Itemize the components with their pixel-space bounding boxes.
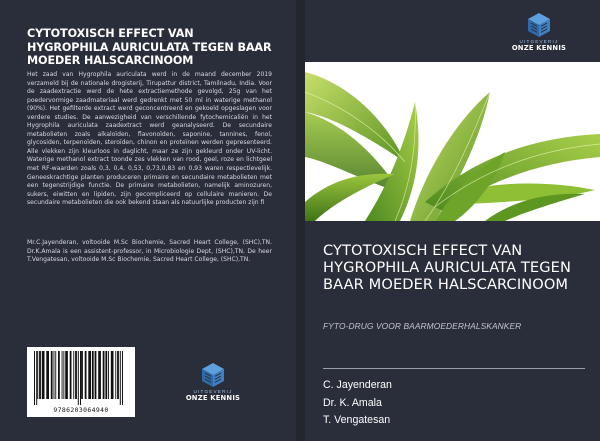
barcode-bar xyxy=(65,351,68,399)
isbn-barcode xyxy=(27,347,135,417)
cover-plant-photo xyxy=(305,62,600,221)
author-name: C. Jayenderan xyxy=(323,379,392,391)
barcode-bar xyxy=(105,351,107,399)
barcode-guard-bar xyxy=(80,351,81,405)
barcode-bar xyxy=(95,351,97,399)
barcode-bar xyxy=(37,351,38,399)
book-spine xyxy=(296,0,305,441)
publisher-cube-icon xyxy=(526,12,552,38)
barcode-bar xyxy=(88,351,91,399)
barcode-bar xyxy=(73,351,74,399)
barcode-bar xyxy=(108,351,109,399)
barcode-bar xyxy=(62,351,63,399)
back-cover-title: CYTOTOXISCH EFFECT VAN HYGROPHILA AURICULATA TEGEN BAAR MOEDER HALSCARCINOOM xyxy=(27,27,272,67)
barcode-bar xyxy=(39,351,41,399)
barcode-bar xyxy=(85,351,87,399)
barcode-bar xyxy=(92,351,94,399)
barcode-bar xyxy=(115,351,116,399)
barcode-bar xyxy=(75,351,77,399)
author-name: T. Vengatesan xyxy=(323,414,391,426)
barcode-guard-bar xyxy=(34,351,35,405)
barcode-bar xyxy=(70,351,72,399)
publisher-logo-back xyxy=(178,362,248,402)
barcode-bar xyxy=(117,351,119,399)
back-cover xyxy=(0,0,296,441)
front-cover-subtitle: FYTO-DRUG VOOR BAARMOEDERHALSKANKER xyxy=(323,321,522,331)
publisher-logo-front xyxy=(506,12,572,52)
barcode-bars xyxy=(32,351,130,405)
front-cover-authors xyxy=(323,377,392,430)
author-name: Dr. K. Amala xyxy=(323,396,382,409)
barcode-bar xyxy=(98,351,101,399)
back-cover-authors-bio: Mr.C.Jayenderan, voltooide M.Sc Biochemie, Sacred Heart College, (SHC),TN. Dr.K.Amala is een assistent-professor, in Microbiologie Dept, (SHC),TN. De heer T.Vengatesan, voltooide M.Sc Biochemie, Sacred Heart College, (SHC),TN. xyxy=(27,239,272,264)
barcode-bar xyxy=(81,351,83,399)
barcode-bar xyxy=(55,351,56,399)
barcode-bar xyxy=(111,351,114,399)
back-cover-abstract: Het zaad van Hygrophila auriculata werd in de maand december 2019 verzameld bij de nationale drogisterij, Tirupattur district, Tamilnadu, India. Voor de zaadextractie werd de hete extractiemethode gevolgd, 25g van het poedervormige zaadmateriaal werd gedrenkt met 50 ml in waterige methanol (90%). Het gefilterde extract werd geconcentreerd en gekoeld opgeslagen voor verdere studies. De aanwezigheid van verschillende fytochemicaliën in het Hygrophila auriculata zaadextract werd geanalyseerd. De secundaire metabolieten zoals alkaloïden, flavonoïden, saponine, tannines, fenol, glycosiden, terpenoïden, steroïden, chinon en proteïnen werden gepresenteerd. Alle vlekken zijn kleurloos in daglicht, maar ze zijn gekleurd onder UV-licht. Waterige methanol extract toonde zes vlekken van rood, geel, roze en lichtgeel met RF-waarden zoals 0,3, 0,4, 0,53, 0,73,0,83 en 0,93 waren respectievelijk. Geneeskrachtige planten produceren primaire en secundaire metabolieten met een tegenstrijdige functie. De primaire metabolieten, namelijk aminozuren, sukers, eiwitten en lipiden, zijn gecompliceerd op cellulaire manieren. De secundaire metabolieten die ook bekend staan als natuurlijke producten zijn fi xyxy=(27,71,272,207)
barcode-bar xyxy=(51,351,53,399)
divider-line xyxy=(323,368,585,369)
front-cover-title: CYTOTOXISCH EFFECT VAN HYGROPHILA AURICULATA TEGEN BAAR MOEDER HALSCARCINOOM xyxy=(323,242,571,294)
barcode-bar xyxy=(42,351,45,399)
publisher-name: ONZE KENNIS xyxy=(185,394,241,402)
barcode-bar xyxy=(58,351,60,399)
barcode-bar xyxy=(54,351,55,399)
barcode-guard-bar xyxy=(78,351,79,405)
barcode-bar xyxy=(46,351,49,399)
publisher-name: ONZE KENNIS xyxy=(511,44,567,52)
barcode-bar xyxy=(63,351,64,399)
plant-leaves-image xyxy=(305,62,600,221)
publisher-cube-icon xyxy=(200,362,226,388)
barcode-guard-bar xyxy=(122,351,123,405)
front-cover xyxy=(305,0,600,441)
publisher-small-label: UITGEVERIJ xyxy=(193,389,233,394)
publisher-small-label: UITGEVERIJ xyxy=(519,39,559,44)
barcode-guard-bar xyxy=(36,351,37,405)
barcode-guard-bar xyxy=(120,351,121,405)
barcode-number: 9786203064940 xyxy=(53,406,109,414)
barcode-bar xyxy=(103,351,105,399)
